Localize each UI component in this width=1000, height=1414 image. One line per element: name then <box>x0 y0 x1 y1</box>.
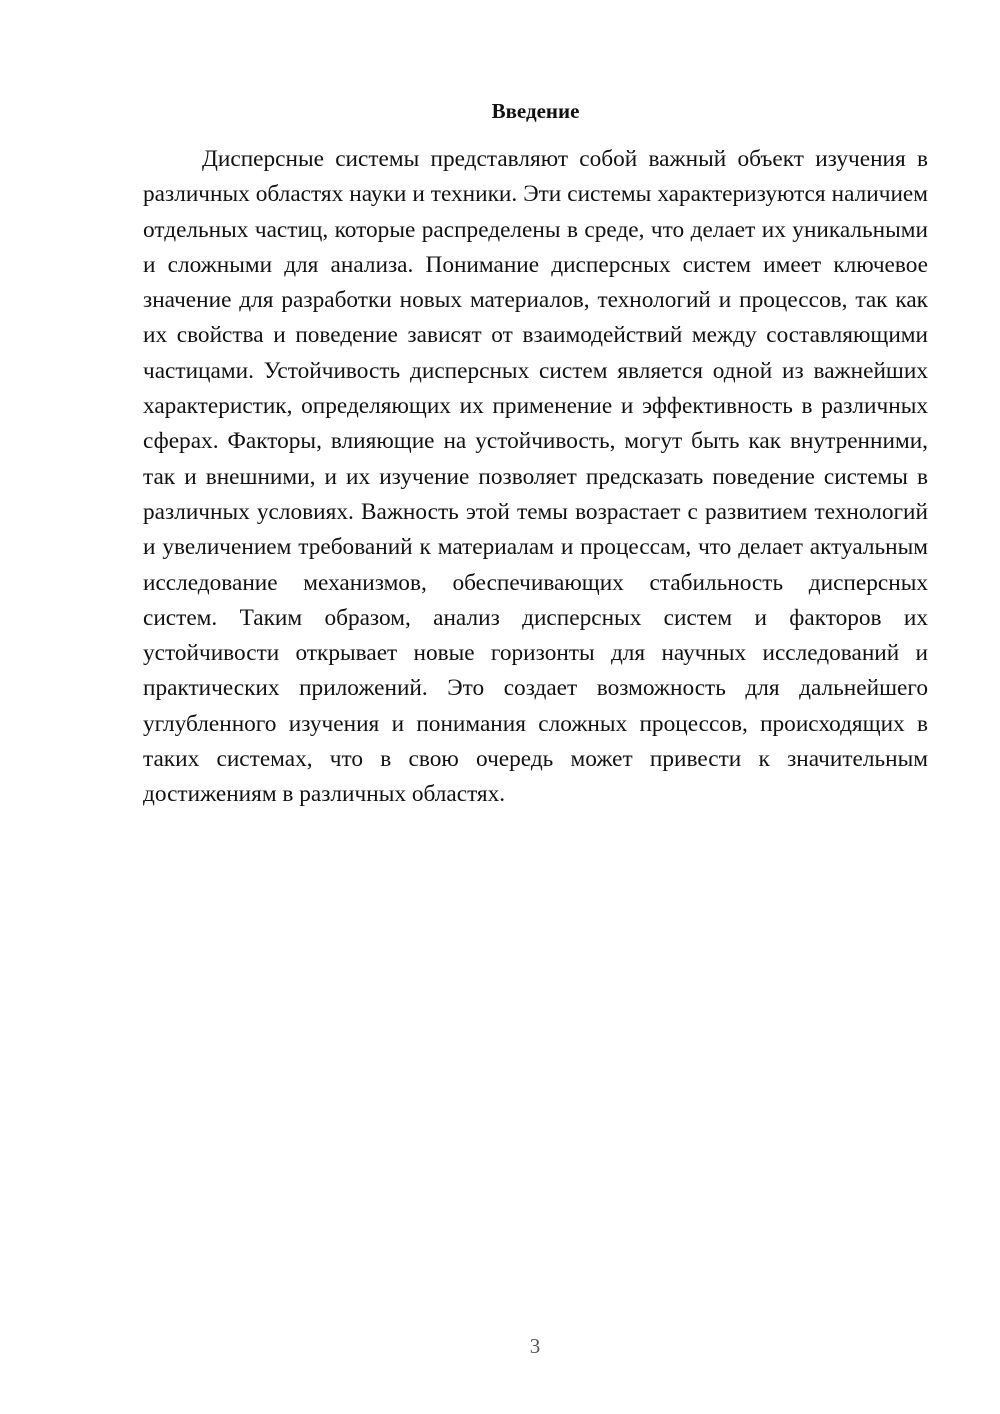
section-heading: Введение <box>491 99 580 123</box>
body-paragraph: Дисперсные системы представляют собой важный объект изучения в различных областях науки и техники. Эти системы характеризуются наличием отдельных частиц, которые распределены в среде, что делает их уникальными и сложными для анализа. Понимание дисперсных систем имеет ключевое значение для разработки новых материалов, технологий и процессов, так как их свойства и поведение зависят от взаимодействий между составляющими частицами. Устойчивость дисперсных систем является одной из важнейших характеристик, определяющих их применение и эффективность в различных сферах. Факторы, влияющие на устойчивость, могут быть как внутренними, так и внешними, и их изучение позволяет предсказать поведение системы в различных условиях. Важность этой темы возрастает с развитием технологий и увеличением требований к материалам и процессам, что делает актуальным исследование механизмов, обеспечивающих стабильность дисперсных систем. Таким образом, анализ дисперсных систем и факторов их устойчивости открывает новые горизонты для научных исследований и практических приложений. Это создает возможность для дальнейшего углубленного изучения и понимания сложных процессов, происходящих в таких системах, что в свою очередь может привести к значительным достижениям в различных областях. <box>143 146 928 808</box>
page-number: 3 <box>529 1334 541 1358</box>
